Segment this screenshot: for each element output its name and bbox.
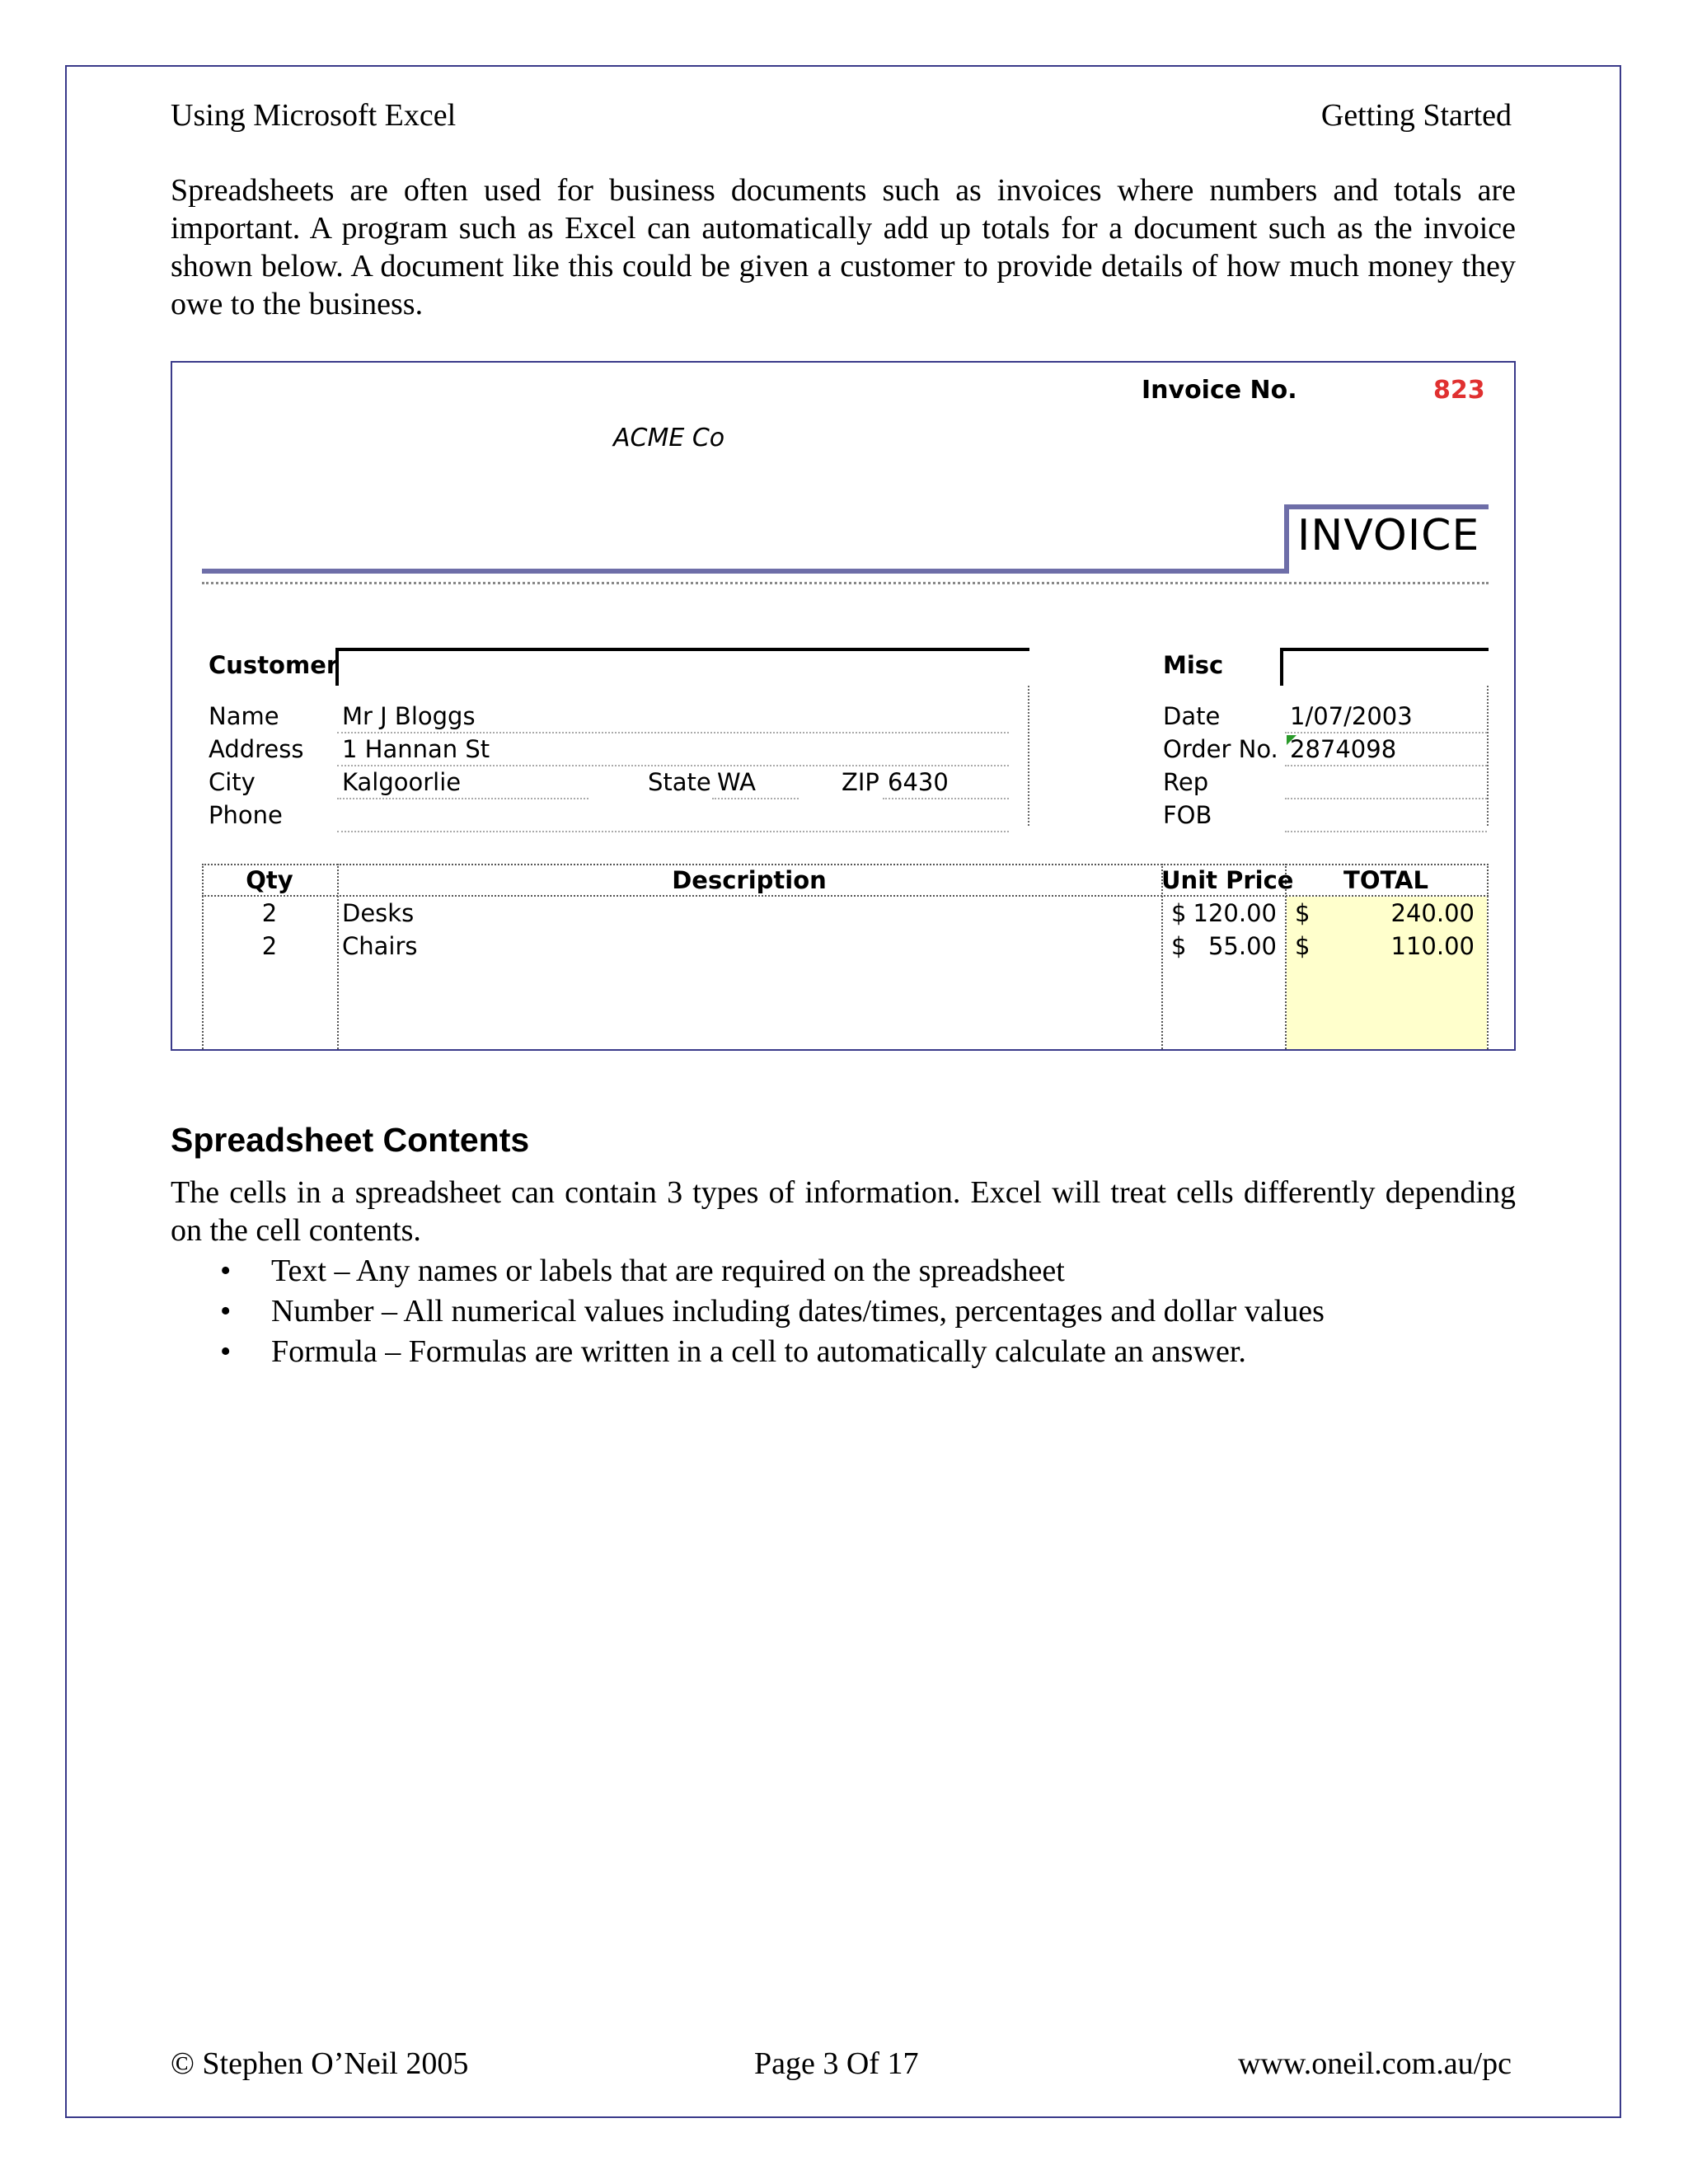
fob-underline (1285, 831, 1487, 832)
table-col-border-4 (1487, 864, 1489, 1051)
invoice-figure (171, 361, 1516, 1051)
customer-section-label: Customer (209, 651, 339, 679)
table-cell-total-currency: $ (1295, 932, 1311, 960)
state-value: WA (717, 768, 756, 796)
section-body: The cells in a spreadsheet can contain 3 types of information. Excel will treat cells differently depending on the cell contents. (171, 1175, 1516, 1248)
cell-comment-marker (1287, 735, 1296, 745)
address-label: Address (209, 735, 304, 763)
table-cell-qty: 2 (261, 932, 278, 960)
order-underline (1285, 765, 1487, 766)
footer-website-link[interactable]: www.oneil.com.au/pc (1237, 2046, 1512, 2081)
header-right: Getting Started (1320, 98, 1512, 133)
qty-header: Qty (246, 866, 293, 894)
list-item-text: Formula – Formulas are written in a cell to automatically calculate an answer. (271, 1334, 1246, 1369)
address-value: 1 Hannan St (342, 735, 490, 763)
table-cell-unit-currency: $ (1171, 932, 1187, 960)
misc-section-label: Misc (1163, 651, 1224, 679)
bullet-list (171, 1251, 1516, 1372)
rep-underline (1285, 798, 1487, 799)
rep-label: Rep (1163, 768, 1209, 796)
name-value: Mr J Bloggs (342, 702, 476, 730)
zip-underline (883, 798, 1009, 799)
address-underline (337, 765, 1009, 766)
list-item-text: Text – Any names or labels that are required on the spreadsheet (271, 1254, 1065, 1288)
unit-price-header: Unit Price (1161, 866, 1294, 894)
footer-page-number: Page 3 Of 17 (754, 2046, 919, 2081)
list-item (171, 1332, 1516, 1372)
list-item (171, 1251, 1516, 1291)
date-label: Date (1163, 702, 1221, 730)
state-underline (712, 798, 799, 799)
header-left: Using Microsoft Excel (171, 98, 457, 133)
company-name: ACME Co (613, 424, 725, 452)
order-value: 2874098 (1290, 735, 1397, 763)
table-cell-description: Desks (342, 899, 415, 927)
table-cell-unit-currency: $ (1171, 899, 1187, 927)
dotted-divider (202, 582, 1489, 584)
table-cell-description: Chairs (342, 932, 418, 960)
total-header: TOTAL (1343, 866, 1428, 894)
table-cell-total-currency: $ (1295, 899, 1311, 927)
bullet-icon: • (220, 1254, 232, 1288)
table-header-border (202, 895, 1489, 897)
section-title: Spreadsheet Contents (171, 1121, 530, 1159)
footer-copyright: © Stephen O’Neil 2005 (171, 2046, 469, 2081)
name-underline (337, 732, 1009, 733)
invoice-number: 823 (1433, 376, 1485, 405)
date-value: 1/07/2003 (1290, 702, 1413, 730)
fob-label: FOB (1163, 801, 1212, 829)
table-cell-unit-price: 120.00 (1193, 899, 1277, 927)
description-header: Description (672, 866, 827, 894)
name-label: Name (209, 702, 279, 730)
misc-bracket (1280, 648, 1489, 686)
invoice-number-label: Invoice No. (1142, 376, 1297, 405)
order-label: Order No. (1163, 735, 1278, 763)
phone-underline (337, 831, 1009, 832)
misc-right-border (1487, 686, 1489, 826)
title-rule (202, 569, 1284, 574)
city-underline (337, 798, 588, 799)
table-cell-qty: 2 (261, 899, 278, 927)
zip-value: 6430 (888, 768, 949, 796)
customer-right-border (1028, 686, 1029, 826)
table-cell-total: 110.00 (1390, 932, 1475, 960)
state-label: State (648, 768, 711, 796)
zip-label: ZIP (842, 768, 879, 796)
table-cell-total: 240.00 (1390, 899, 1475, 927)
city-value: Kalgoorlie (342, 768, 462, 796)
phone-label: Phone (209, 801, 283, 829)
date-underline (1285, 732, 1487, 733)
list-item (171, 1291, 1516, 1332)
table-cell-unit-price: 55.00 (1207, 932, 1277, 960)
bullet-icon: • (220, 1334, 232, 1369)
list-item-text: Number – All numerical values including dates/times, percentages and dollar values (271, 1294, 1325, 1329)
customer-bracket (335, 648, 1029, 686)
intro-paragraph: Spreadsheets are often used for business documents such as invoices where numbers and totals are important. A program such as Excel can automatically add up totals for a document such as the invoice shown below. A document like this could be given a customer to provide details of how much money they owe to the business. (171, 173, 1516, 321)
invoice-title: INVOICE (1297, 511, 1480, 560)
city-label: City (209, 768, 256, 796)
bullet-icon: • (220, 1294, 232, 1329)
table-top-border (202, 864, 1489, 865)
